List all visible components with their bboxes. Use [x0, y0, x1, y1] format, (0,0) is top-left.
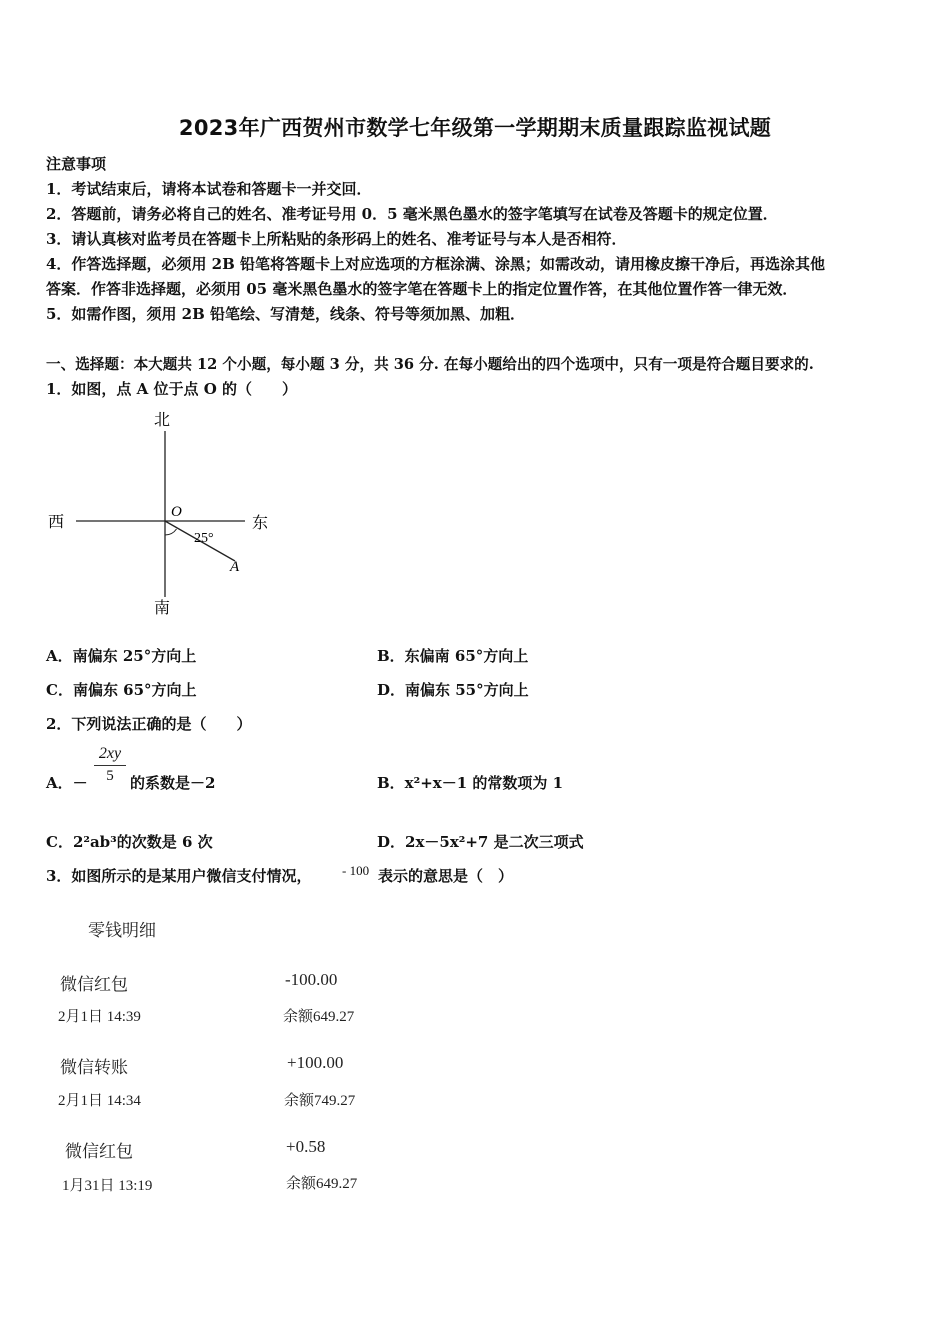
- notice-heading: 注意事项: [46, 155, 107, 173]
- origin-label: O: [171, 504, 182, 520]
- fraction-bar: [94, 765, 126, 766]
- wallet-entry-balance: 余额649.27: [286, 1176, 358, 1192]
- angle-arc: [165, 529, 177, 535]
- q2-option-D[interactable]: D．2x－5x²+7 是二次三项式: [377, 833, 584, 851]
- question-1-stem: 1．如图，点 A 位于点 O 的（ ）: [46, 380, 298, 398]
- wallet-entry-balance: 余额649.27: [283, 1009, 355, 1025]
- q1-option-A[interactable]: A．南偏东 25°方向上: [46, 647, 197, 665]
- fraction-denominator: 5: [106, 768, 114, 784]
- q1-option-B[interactable]: B．东偏南 65°方向上: [377, 647, 529, 665]
- q2-option-A-prefix[interactable]: A．－: [46, 774, 88, 792]
- wallet-header: 零钱明细: [88, 921, 156, 941]
- wallet-entry-amount: +0.58: [286, 1137, 326, 1156]
- q2-option-C[interactable]: C．2²ab³的次数是 6 次: [46, 833, 213, 851]
- angle-label: 25°: [194, 531, 214, 546]
- wallet-entry-time: 2月1日 14:39: [58, 1009, 141, 1025]
- question-3-stem-a: 3．如图所示的是某用户微信支付情况，: [46, 867, 312, 885]
- page-title: 2023年广西贺州市数学七年级第一学期期末质量跟踪监视试题: [178, 116, 772, 140]
- notice-item: 4．作答选择题，必须用 2B 铅笔将答题卡上对应选项的方框涂满、涂黑；如需改动，请用橡皮擦干净后，再选涂其他: [46, 255, 826, 273]
- south-label: 南: [154, 598, 171, 617]
- compass-figure: [40, 405, 300, 620]
- question-2-stem: 2．下列说法正确的是（ ）: [46, 715, 252, 733]
- wallet-entry-name: 微信转账: [60, 1058, 128, 1078]
- wallet-entry-amount: -100.00: [285, 970, 338, 989]
- negative-amount: - 100: [342, 863, 370, 878]
- wallet-entry-time: 1月31日 13:19: [62, 1178, 153, 1194]
- q2-option-B[interactable]: B．x²+x－1 的常数项为 1: [377, 774, 564, 792]
- wallet-entry-name: 微信红包: [60, 975, 128, 995]
- q2-option-A-suffix[interactable]: 的系数是－2: [130, 774, 216, 792]
- notice-item: 1．考试结束后，请将本试卷和答题卡一并交回．: [46, 180, 372, 198]
- q1-option-C[interactable]: C．南偏东 65°方向上: [46, 681, 197, 699]
- section-heading: 一、选择题：本大题共 12 个小题，每小题 3 分，共 36 分. 在每小题给出的四个选项中，只有一项是符合题目要求的.: [46, 356, 814, 373]
- east-label: 东: [252, 513, 269, 532]
- q1-option-D[interactable]: D．南偏东 55°方向上: [377, 681, 529, 699]
- north-label: 北: [154, 410, 171, 429]
- notice-item: 2．答题前，请务必将自己的姓名、准考证号用 0．5 毫米黑色墨水的签字笔填写在试卷及答题卡的规定位置．: [46, 205, 778, 223]
- notice-item: 3．请认真核对监考员在答题卡上所粘贴的条形码上的姓名、准考证号与本人是否相符．: [46, 230, 627, 248]
- wallet-entry-name: 微信红包: [65, 1142, 133, 1162]
- notice-item: 答案．作答非选择题，必须用 05 毫米黑色墨水的签字笔在答题卡上的指定位置作答，在其他位置作答一律无效．: [46, 280, 798, 298]
- wallet-entry-time: 2月1日 14:34: [58, 1093, 141, 1109]
- notice-item: 5．如需作图，须用 2B 铅笔绘、写清楚，线条、符号等须加黑、加粗．: [46, 305, 525, 323]
- wallet-entry-balance: 余额749.27: [284, 1093, 356, 1109]
- q2-option-A-fraction: [94, 745, 126, 785]
- wallet-entry-amount: +100.00: [287, 1053, 344, 1072]
- point-A-label: A: [230, 559, 240, 575]
- west-label: 西: [48, 512, 65, 531]
- question-3-stem-b: 表示的意思是（ ）: [378, 867, 514, 885]
- fraction-numerator: 2xy: [98, 745, 122, 762]
